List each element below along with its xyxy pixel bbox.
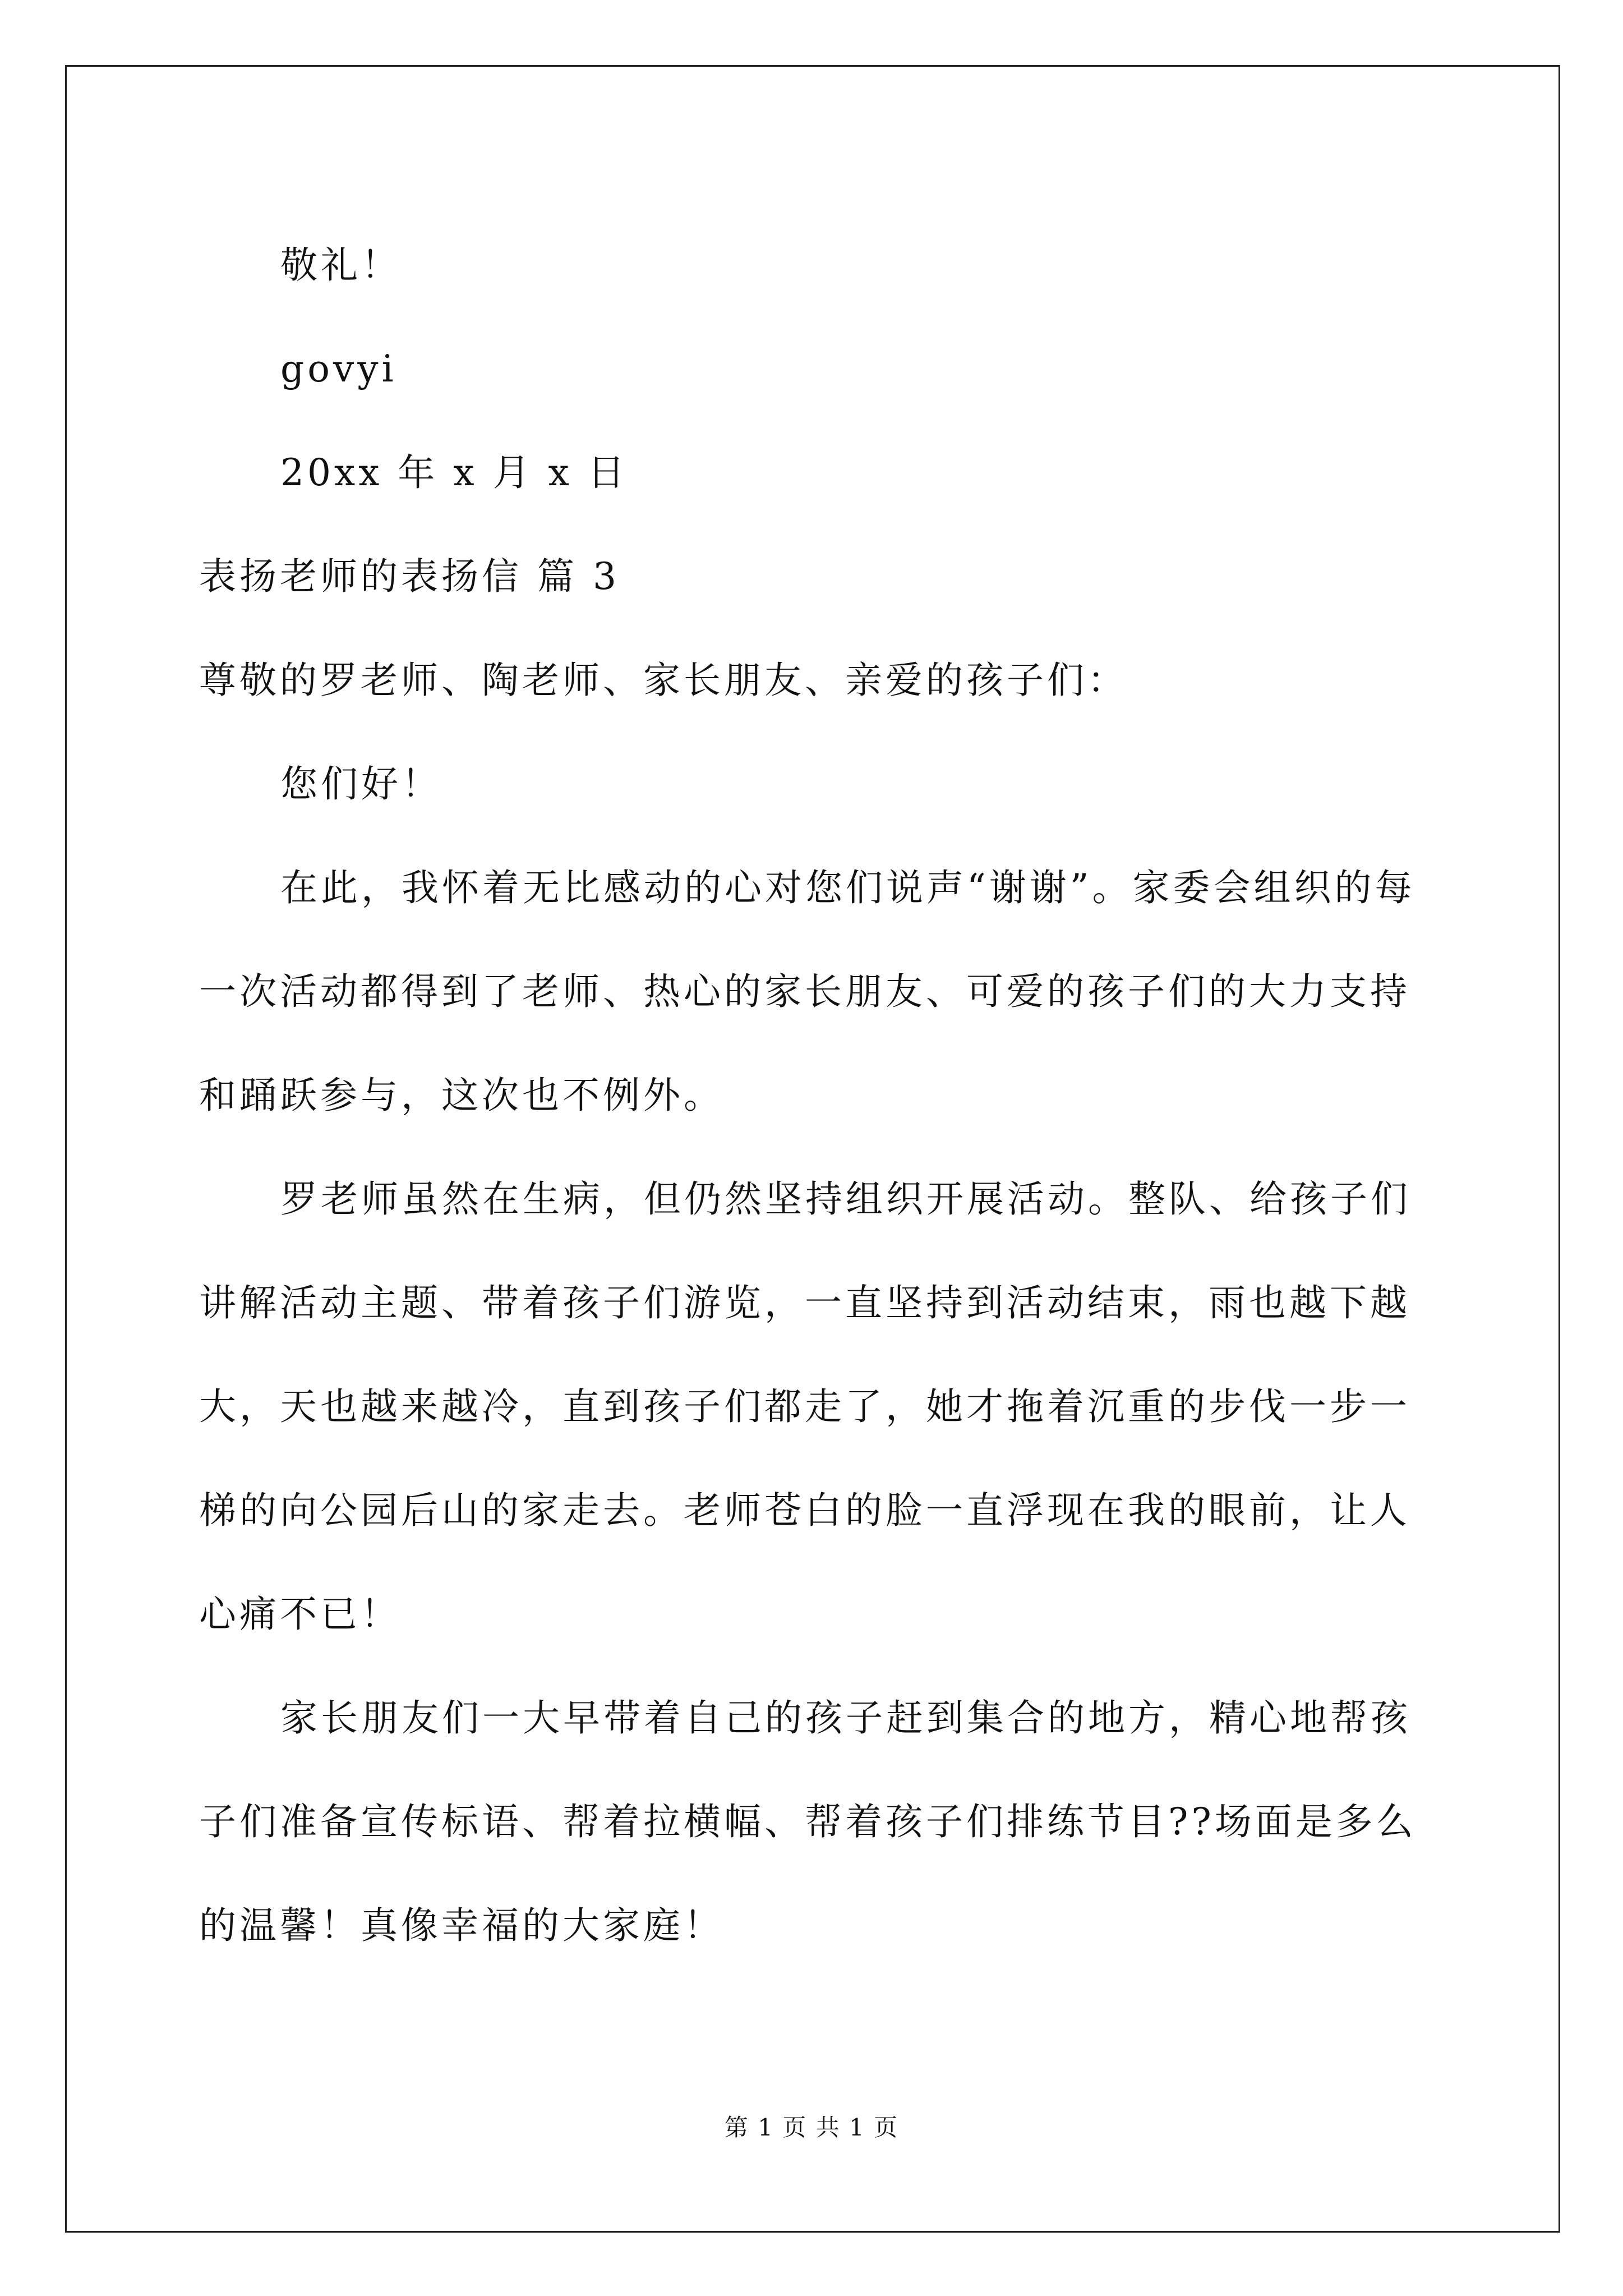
paragraph-line: 罗老师虽然在生病，但仍然坚持组织开展活动。整队、给孩子们 bbox=[280, 1177, 1411, 1221]
paragraph-line: 家长朋友们一大早带着自己的孩子赶到集合的地方，精心地帮孩 bbox=[280, 1696, 1411, 1740]
paragraph-line: 和踊跃参与，这次也不例外。 bbox=[199, 1074, 724, 1117]
page-footer: 第 1 页 共 1 页 bbox=[724, 2114, 899, 2141]
paragraph-line: 的温馨！真像幸福的大家庭！ bbox=[199, 1904, 724, 1947]
paragraph bbox=[199, 1147, 1433, 1666]
section-heading: 表扬老师的表扬信 篇 3 bbox=[199, 555, 620, 598]
paragraph-line: 讲解活动主题、带着孩子们游览，一直坚持到活动结束，雨也越下越 bbox=[199, 1281, 1410, 1324]
paragraph-line: 在此，我怀着无比感动的心对您们说声“谢谢”。家委会组织的每 bbox=[280, 866, 1415, 909]
closing-date: 20xx 年 x 月 x 日 bbox=[280, 451, 628, 494]
paragraph-line: 子们准备宣传标语、帮着拉横幅、帮着孩子们排练节目??场面是多么 bbox=[199, 1800, 1417, 1843]
paragraph-line: 心痛不已！ bbox=[199, 1593, 401, 1636]
hello-line: 您们好！ bbox=[280, 762, 442, 806]
paragraph-line: 梯的向公园后山的家走去。老师苍白的脸一直浮现在我的眼前，让人 bbox=[199, 1489, 1410, 1532]
paragraph bbox=[199, 1666, 1433, 1977]
closing-salute: 敬礼！ bbox=[280, 243, 402, 287]
paragraph bbox=[199, 836, 1433, 1147]
paragraph-line: 大，天也越来越冷，直到孩子们都走了，她才拖着沉重的步伐一步一 bbox=[199, 1385, 1410, 1428]
greeting-line: 尊敬的罗老师、陶老师、家长朋友、亲爱的孩子们： bbox=[199, 659, 1128, 702]
paragraph-line: 一次活动都得到了老师、热心的家长朋友、可爱的孩子们的大力支持 bbox=[199, 970, 1410, 1013]
letter-body bbox=[199, 213, 1433, 1977]
closing-signature: govyi bbox=[280, 347, 397, 390]
